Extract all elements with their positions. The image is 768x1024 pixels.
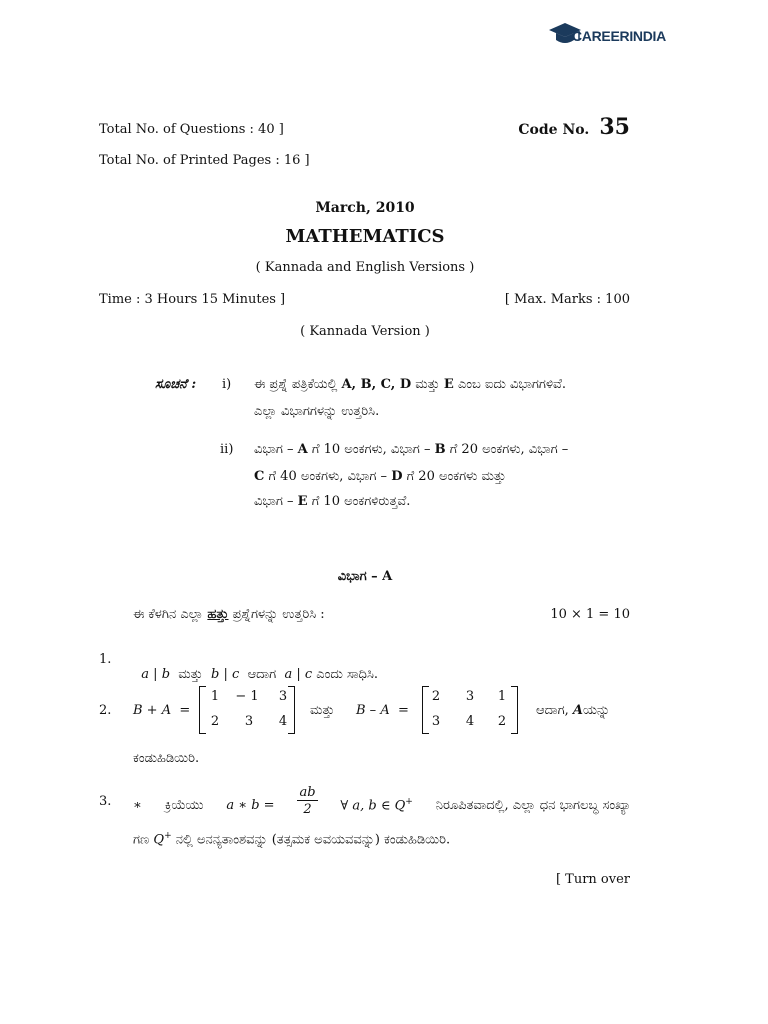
text: ವಿಭಾಗ – — [254, 494, 294, 509]
quantifier — [340, 797, 412, 813]
matrix-cell: 4 — [278, 714, 288, 729]
section-list: A, B, C, D — [341, 377, 412, 392]
fraction-denominator: 2 — [303, 802, 312, 817]
section-marks: 10 × 1 = 10 — [550, 607, 630, 622]
text: ಯನ್ನು — [582, 703, 611, 718]
instructions-label: ಸೂಚನೆ : — [155, 377, 197, 392]
instruction-2-line-1 — [254, 442, 568, 457]
text: ನಲ್ಲಿ ಅನನ್ಯತಾಂಶವನ್ನು (ತತ್ಸಮಕ ಅವಯವವನ್ನು) ಕಂಡುಹಿಡಿಯಿರಿ. — [175, 832, 451, 848]
text: ಎಂಬ ಐದು ವಿಭಾಗಗಳಿವೆ. — [457, 377, 567, 392]
forall-expr: ∀ a, b ∈ Q — [340, 798, 406, 814]
total-printed-pages: Total No. of Printed Pages : 16 ] — [99, 153, 310, 168]
divides: | — [219, 667, 233, 682]
set-q: Q — [153, 832, 165, 848]
text: ಗೆ 10 ಅಂಕಗಳು, ವಿಭಾಗ – — [311, 442, 431, 457]
text: ಆದಾಗ — [239, 667, 285, 682]
expression: a ∗ b = — [226, 797, 275, 813]
text: ಮತ್ತು — [170, 667, 212, 682]
var-b: b — [211, 667, 220, 682]
section-d: D — [391, 469, 403, 484]
question-1-number: 1. — [99, 652, 112, 667]
matrix-cell: 3 — [431, 714, 441, 729]
text: ಕ್ರಿಯೆಯು — [164, 797, 204, 813]
text: ಆದಾಗ, — [536, 703, 569, 718]
max-marks: [ Max. Marks : 100 — [504, 292, 630, 307]
text: ನಿರೂಪಿತವಾದಲ್ಲಿ, ಎಲ್ಲಾ ಧನ ಭಾಗಲಬ್ಧ ಸಂಖ್ಯಾ — [435, 797, 631, 813]
matrix-cell: 3 — [465, 689, 475, 704]
text: ಎಂದು ಸಾಧಿಸಿ. — [312, 667, 378, 682]
section-b: B — [434, 442, 446, 457]
fraction-numerator: ab — [299, 785, 316, 800]
matrix-cell: 1 — [497, 689, 507, 704]
text: ಪ್ರಶ್ನೆಗಳನ್ನು ಉತ್ತರಿಸಿ : — [232, 607, 325, 622]
section-title: ವಿಭಾಗ – A — [337, 569, 393, 584]
turn-over: [ Turn over — [555, 872, 630, 887]
matrix-cell: 2 — [431, 689, 441, 704]
instruction-2-line-2 — [254, 469, 506, 484]
superscript: + — [405, 796, 413, 807]
text: ಗಣ — [133, 832, 150, 848]
question-2-line-2: ಕಂಡುಹಿಡಿಯಿರಿ. — [133, 751, 200, 766]
superscript: + — [164, 831, 172, 841]
section-a: A — [297, 442, 308, 457]
matrix-cell: 3 — [244, 714, 254, 729]
total-questions: Total No. of Questions : 40 ] — [99, 122, 284, 137]
text: ಈ ಪ್ರಶ್ನೆ ಪತ್ರಿಕೆಯಲ್ಲಿ — [254, 377, 338, 392]
code-number-block — [518, 114, 630, 140]
divides: | — [149, 667, 162, 682]
version-label: ( Kannada Version ) — [300, 324, 430, 339]
fraction — [297, 786, 317, 816]
var-b: b — [161, 667, 171, 682]
matrix-cell: 2 — [210, 714, 220, 729]
matrix-cell: − 1 — [235, 689, 259, 704]
code-number: 35 — [599, 114, 630, 140]
matrix-cell: 2 — [497, 714, 507, 729]
text: ಮತ್ತು — [415, 377, 440, 392]
var-c: c — [304, 667, 313, 682]
exam-time: Time : 3 Hours 15 Minutes ] — [99, 292, 286, 307]
text: ವಿಭಾಗ – — [254, 442, 294, 457]
var-a: a — [141, 667, 150, 682]
directive-emphasis: ಹತ್ತು — [207, 607, 229, 622]
text: ಗೆ 40 ಅಂಕಗಳು, ವಿಭಾಗ – — [268, 469, 388, 484]
matrix-b-plus-a — [199, 686, 295, 734]
text: ಗೆ 10 ಅಂಕಗಳಿರುತ್ತವೆ. — [311, 494, 411, 509]
section-e: E — [443, 377, 454, 392]
matrix-cell: 3 — [278, 689, 288, 704]
matrix-cell: 1 — [210, 689, 220, 704]
question-2-lhs-2: B – A = — [356, 703, 409, 718]
text: ಈ ಕೆಳಗಿನ ಎಲ್ಲಾ — [133, 607, 204, 622]
var-a: a — [284, 667, 293, 682]
question-1-text — [133, 652, 378, 682]
instruction-1-line-2: ಎಲ್ಲಾ ವಿಭಾಗಗಳನ್ನು ಉತ್ತರಿಸಿ. — [254, 404, 380, 419]
instruction-2-number: ii) — [220, 442, 234, 457]
matrix-cell: 4 — [465, 714, 475, 729]
question-2-number: 2. — [99, 703, 112, 718]
section-c: C — [254, 469, 265, 484]
code-label: Code No. — [518, 122, 590, 138]
section-directive — [133, 607, 325, 622]
question-2-post — [536, 703, 610, 718]
instruction-1-number: i) — [222, 377, 232, 392]
question-3-number: 3. — [99, 794, 112, 809]
text: ಗೆ 20 ಅಂಕಗಳು, ವಿಭಾಗ – — [449, 442, 569, 457]
text: ಗೆ 20 ಅಂಕಗಳು ಮತ್ತು — [406, 469, 506, 484]
logo-text: CAREERINDIA — [572, 28, 666, 44]
section-e: E — [297, 494, 308, 509]
exam-subject: MATHEMATICS — [285, 226, 445, 247]
question-3-line-1 — [133, 785, 631, 817]
question-2-and: ಮತ್ತು — [310, 703, 335, 718]
question-3-line-2 — [133, 831, 450, 847]
exam-versions: ( Kannada and English Versions ) — [255, 260, 475, 275]
exam-date: March, 2010 — [315, 200, 415, 216]
instruction-1-line-1 — [254, 377, 566, 392]
var-c: c — [232, 667, 240, 682]
instruction-2-line-3 — [254, 494, 410, 509]
asterisk-operator: ∗ — [133, 797, 142, 813]
divides: | — [292, 667, 305, 682]
question-2-lhs-1: B + A = — [133, 703, 191, 718]
var-a: A — [572, 703, 583, 718]
matrix-b-minus-a — [422, 686, 518, 734]
